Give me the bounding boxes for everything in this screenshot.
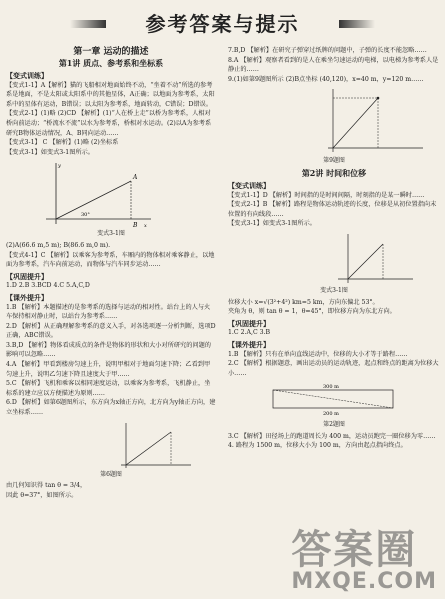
svg-text:x: x [144,223,147,230]
figure-caption: 变式3-1图 [97,230,125,238]
section-heading: 【变式训练】 [228,180,270,190]
answer-paragraph: 2.D 【解析】从正确理解参考系的意义入手，对各选项逐一分析判断，选项D正确，ABC错误。 [6,322,216,340]
page-header [0,4,445,36]
figure-variant-3-1 [228,231,440,296]
answer-paragraph: 4.A 【解析】甲看到楼房匀速上升，说明甲相对于地面匀速下降；乙看到甲匀速上升，说明乙匀速下降且速度大于甲…… [6,361,211,378]
lesson-title: 第1讲 质点、参考系和坐标系 [58,58,164,68]
chapter-title: 第一章 运动的描述 [73,47,149,57]
figure-caption: 第6题图 [100,470,122,478]
figure-question9 [228,86,440,166]
figure-coordinate-diagram [6,159,216,239]
figure-caption: 变式3-1图 [320,286,348,294]
figure-caption: 第2题图 [323,421,345,429]
watermark [291,529,437,593]
answer-paragraph: 9.(1)如第9题图所示 (2)B点坐标 (40,120)，x=40 m，y=120 m…… [228,75,424,83]
svg-text:A: A [133,174,138,182]
answer-paragraph: 5.C 【解析】飞机和乘客以相同速度运动，以乘客为参考系，飞机静止，坐标系的建立应以方便描述为原则…… [6,380,211,397]
lesson-title: 第2讲 时间和位移 [301,167,367,178]
section-heading: 【巩固提升】 [228,318,270,328]
figure-caption: 第9题图 [323,157,345,165]
answer-paragraph: 2.C 【解析】根据题意，画出运动员的运动轨迹，起点和终点的距离为位移大小…… [228,360,439,377]
answer-paragraph: 【变式2-1】(1)略 (2)CD 【解析】(1)“人在桥上走”以桥为参考系，人相对桥向前运动；“桥流水不流”以水为参考系，桥相对水运动。(2)以A为参考系研究B物体运动情况，A、B同向运动…… [6,110,212,137]
answer-paragraph: 【变式1-1】D 【解析】时间指的是时间间隔，时刻指的是某一瞬时…… [228,191,425,199]
answer-paragraph: 位移大小 x=√(3²+4²) km=5 km，方向东偏北 53°。 [228,298,379,306]
section-heading: 【课外提升】 [6,292,48,302]
watermark-line1: 答案圈 [291,527,418,573]
answer-paragraph: 3.B,D 【解析】物体看成质点的条件是物体的形状和大小对所研究的问题的影响可以忽略…… [6,341,211,359]
answer-paragraph: (2)A(66.6 m,5 m); B(86.6 m,0 m). [6,241,111,249]
answer-paragraph: 1.D 2.B 3.BCD 4.C 5.A,C,D [6,282,90,290]
answer-paragraph: 【变式2-1】B 【解析】路程是物体运动轨迹的长度，位移是从初位置指向末位置的有向线段…… [228,201,437,218]
answer-paragraph: 1.B 【解析】只有在单向直线运动中，位移的大小才等于路程…… [228,350,408,358]
answer-paragraph: 【变式3-1】 C 【解析】(1)略 (2)坐标系 [6,139,119,147]
answer-paragraph: 【变式3-1】如变式3-1图所示。 [6,148,94,156]
track-bottom-label: 200 m [323,411,339,418]
answer-paragraph: 【变式4-1】C 【解析】以乘客为参考系，车厢内的物体相对乘客静止，以地面为参考系，汽车向前运动，而物体与汽车同步运动…… [6,251,215,269]
header-decoration-right [339,20,375,28]
answer-paragraph: 8.A 【解析】观察者看到的是人在乘坐匀速运动的电梯，以电梯为参考系人是静止的…… [228,56,439,74]
section-heading: 【巩固提升】 [6,271,48,281]
section-heading: 【课外提升】 [228,339,270,349]
svg-text:30°: 30° [81,212,90,219]
track-top-label: 300 m [323,384,339,391]
figure-question6 [6,420,216,480]
right-column [228,46,440,581]
answer-paragraph: 3.C 【解析】田径场上的跑道周长为 400 m，运动员跑完一圈位移为零…… [228,432,436,440]
watermark-url: MXQE.COM [291,569,437,594]
page-title: 参考答案与提示 [145,12,300,36]
answer-paragraph: 因此 θ=37°，如图所示。 [6,491,78,499]
answer-paragraph: 6.D 【解析】如第6题图所示，东方向为x轴正方向，北方向为y轴正方向，建立坐标系…… [6,399,216,417]
answer-paragraph: 4. 路程为 1500 m，位移大小为 100 m，方向由起点指向终点。 [228,442,407,450]
answer-paragraph: 【变式3-1】如变式3-1图所示。 [228,220,316,228]
answer-paragraph: 夹角为 θ，则 tan θ = 1，θ=45°，即位移方向为东北方向。 [228,308,396,316]
answer-paragraph: 【变式1-1】A【解析】猫的飞船相对地面始终不动，“坐着不动”所选的参考系是地面，不是太阳或太阳系中的其他星体，A正确；以地面为参考系，太阳系中的星体有运动，B错误；以太阳为参考系，地面转动，C错误；D错误。 [6,81,215,108]
answer-paragraph: 1.C 2.A,C 3.B [228,329,271,337]
svg-text:y: y [58,163,61,170]
section-heading: 【变式训练】 [6,71,48,80]
svg-text:B: B [133,222,138,230]
answer-paragraph: 7.B,D 【解析】在研究子弹穿过纸牌的问题中，子弹的长度不能忽略…… [228,47,427,54]
figure-question2-track [228,380,440,430]
answer-paragraph: 1.B 【解析】本题描述的是参考系的选择与运动的相对性。站台上的人与火车保持相对静止时，以站台为参考系…… [6,303,211,321]
left-column [6,46,216,581]
answer-paragraph: 由几何知识得 tan θ = 3/4， [6,482,87,490]
